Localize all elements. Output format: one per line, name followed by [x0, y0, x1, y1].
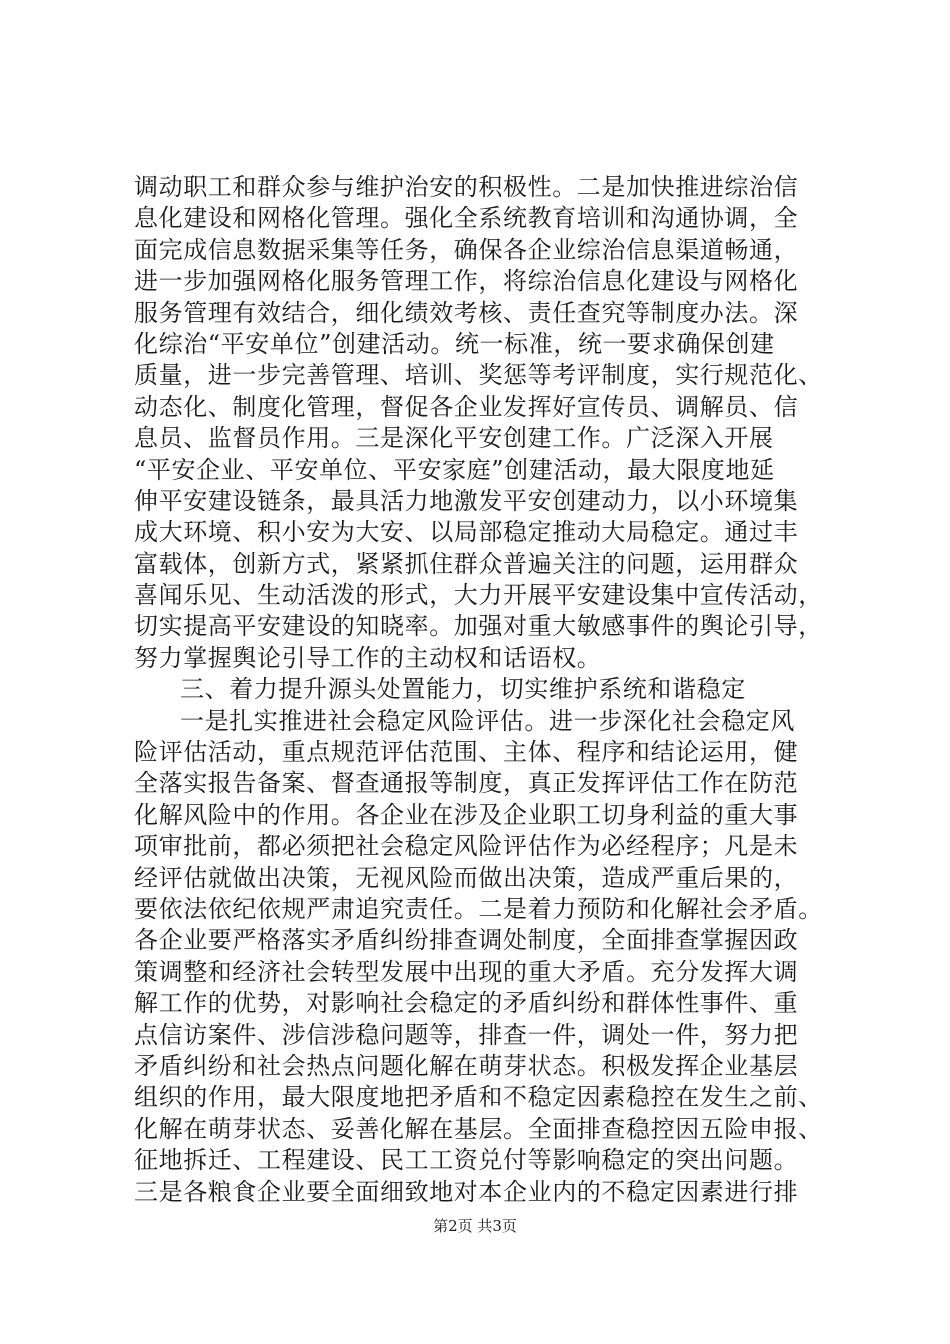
body-line: 解工作的优势，对影响社会稳定的矛盾纠纷和群体性事件、重	[134, 989, 799, 1018]
body-line: 化综治“平安单位”创建活动。统一标准，统一要求确保创建	[134, 329, 775, 358]
body-line: 息化建设和网格化管理。强化全系统教育培训和沟通协调，全	[134, 204, 799, 233]
body-line: 努力掌握舆论引导工作的主动权和话语权。	[134, 643, 602, 672]
body-line: 点信访案件、涉信涉稳问题等，排查一件，调处一件，努力把	[134, 1020, 799, 1049]
body-line: 动态化、制度化管理，督促各企业发挥好宣传员、调解员、信	[134, 392, 799, 421]
body-line: 险评估活动，重点规范评估范围、主体、程序和结论运用，健	[134, 738, 799, 767]
body-line: 进一步加强网格化服务管理工作，将综治信息化建设与网格化	[134, 267, 799, 296]
body-line: 质量，进一步完善管理、培训、奖惩等考评制度，实行规范化、	[134, 361, 823, 390]
body-line: 调动职工和群众参与维护治安的积极性。二是加快推进综治信	[134, 173, 799, 201]
body-line: 成大环境、积小安为大安、以局部稳定推动大局稳定。通过丰	[134, 518, 799, 547]
body-line: 化解在萌芽状态、妥善化解在基层。全面排查稳控因五险申报、	[134, 1114, 823, 1143]
body-line: 项审批前，都必须把社会稳定风险评估作为必经程序；凡是未	[134, 832, 799, 861]
body-line: 喜闻乐见、生动活泼的形式，大力开展平安建设集中宣传活动，	[134, 581, 823, 610]
body-line: 三是各粮食企业要全面细致地对本企业内的不稳定因素进行排	[134, 1177, 799, 1206]
body-line: 征地拆迁、工程建设、民工工资兑付等影响稳定的突出问题。	[134, 1146, 799, 1175]
document-body	[134, 172, 834, 1208]
body-line: 息员、监督员作用。三是深化平安创建工作。广泛深入开展	[134, 424, 774, 453]
paragraph-first-line: 一是扎实推进社会稳定风险评估。进一步深化社会稳定风	[180, 706, 795, 735]
body-line: 伸平安建设链条，最具活力地激发平安创建动力，以小环境集	[134, 486, 799, 515]
body-line: 策调整和经济社会转型发展中出现的重大矛盾。充分发挥大调	[134, 957, 799, 986]
page-footer: 第2页 共3页	[433, 1217, 517, 1235]
body-line: 矛盾纠纷和社会热点问题化解在萌芽状态。积极发挥企业基层	[134, 1051, 799, 1080]
body-line: 组织的作用，最大限度地把矛盾和不稳定因素稳控在发生之前、	[134, 1083, 823, 1112]
body-line: 要依法依纪依规严肃追究责任。二是着力预防和化解社会矛盾。	[134, 894, 823, 923]
body-line: “平安企业、平安单位、平安家庭”创建活动，最大限度地延	[134, 455, 775, 484]
body-line: 面完成信息数据采集等任务，确保各企业综治信息渠道畅通，	[134, 235, 799, 264]
body-line: 各企业要严格落实矛盾纠纷排查调处制度，全面排查掌握因政	[134, 926, 799, 955]
section-heading: 三、着力提升源头处置能力，切实维护系统和谐稳定	[180, 675, 746, 704]
body-line: 富载体，创新方式，紧紧抓住群众普遍关注的问题，运用群众	[134, 549, 799, 578]
body-line: 全落实报告备案、督查通报等制度，真正发挥评估工作在防范	[134, 769, 799, 798]
body-line: 经评估就做出决策，无视风险而做出决策，造成严重后果的，	[134, 863, 799, 892]
body-line: 化解风险中的作用。各企业在涉及企业职工切身利益的重大事	[134, 800, 799, 829]
body-line: 服务管理有效结合，细化绩效考核、责任查究等制度办法。深	[134, 298, 799, 327]
body-line: 切实提高平安建设的知晓率。加强对重大敏感事件的舆论引导，	[134, 612, 823, 641]
